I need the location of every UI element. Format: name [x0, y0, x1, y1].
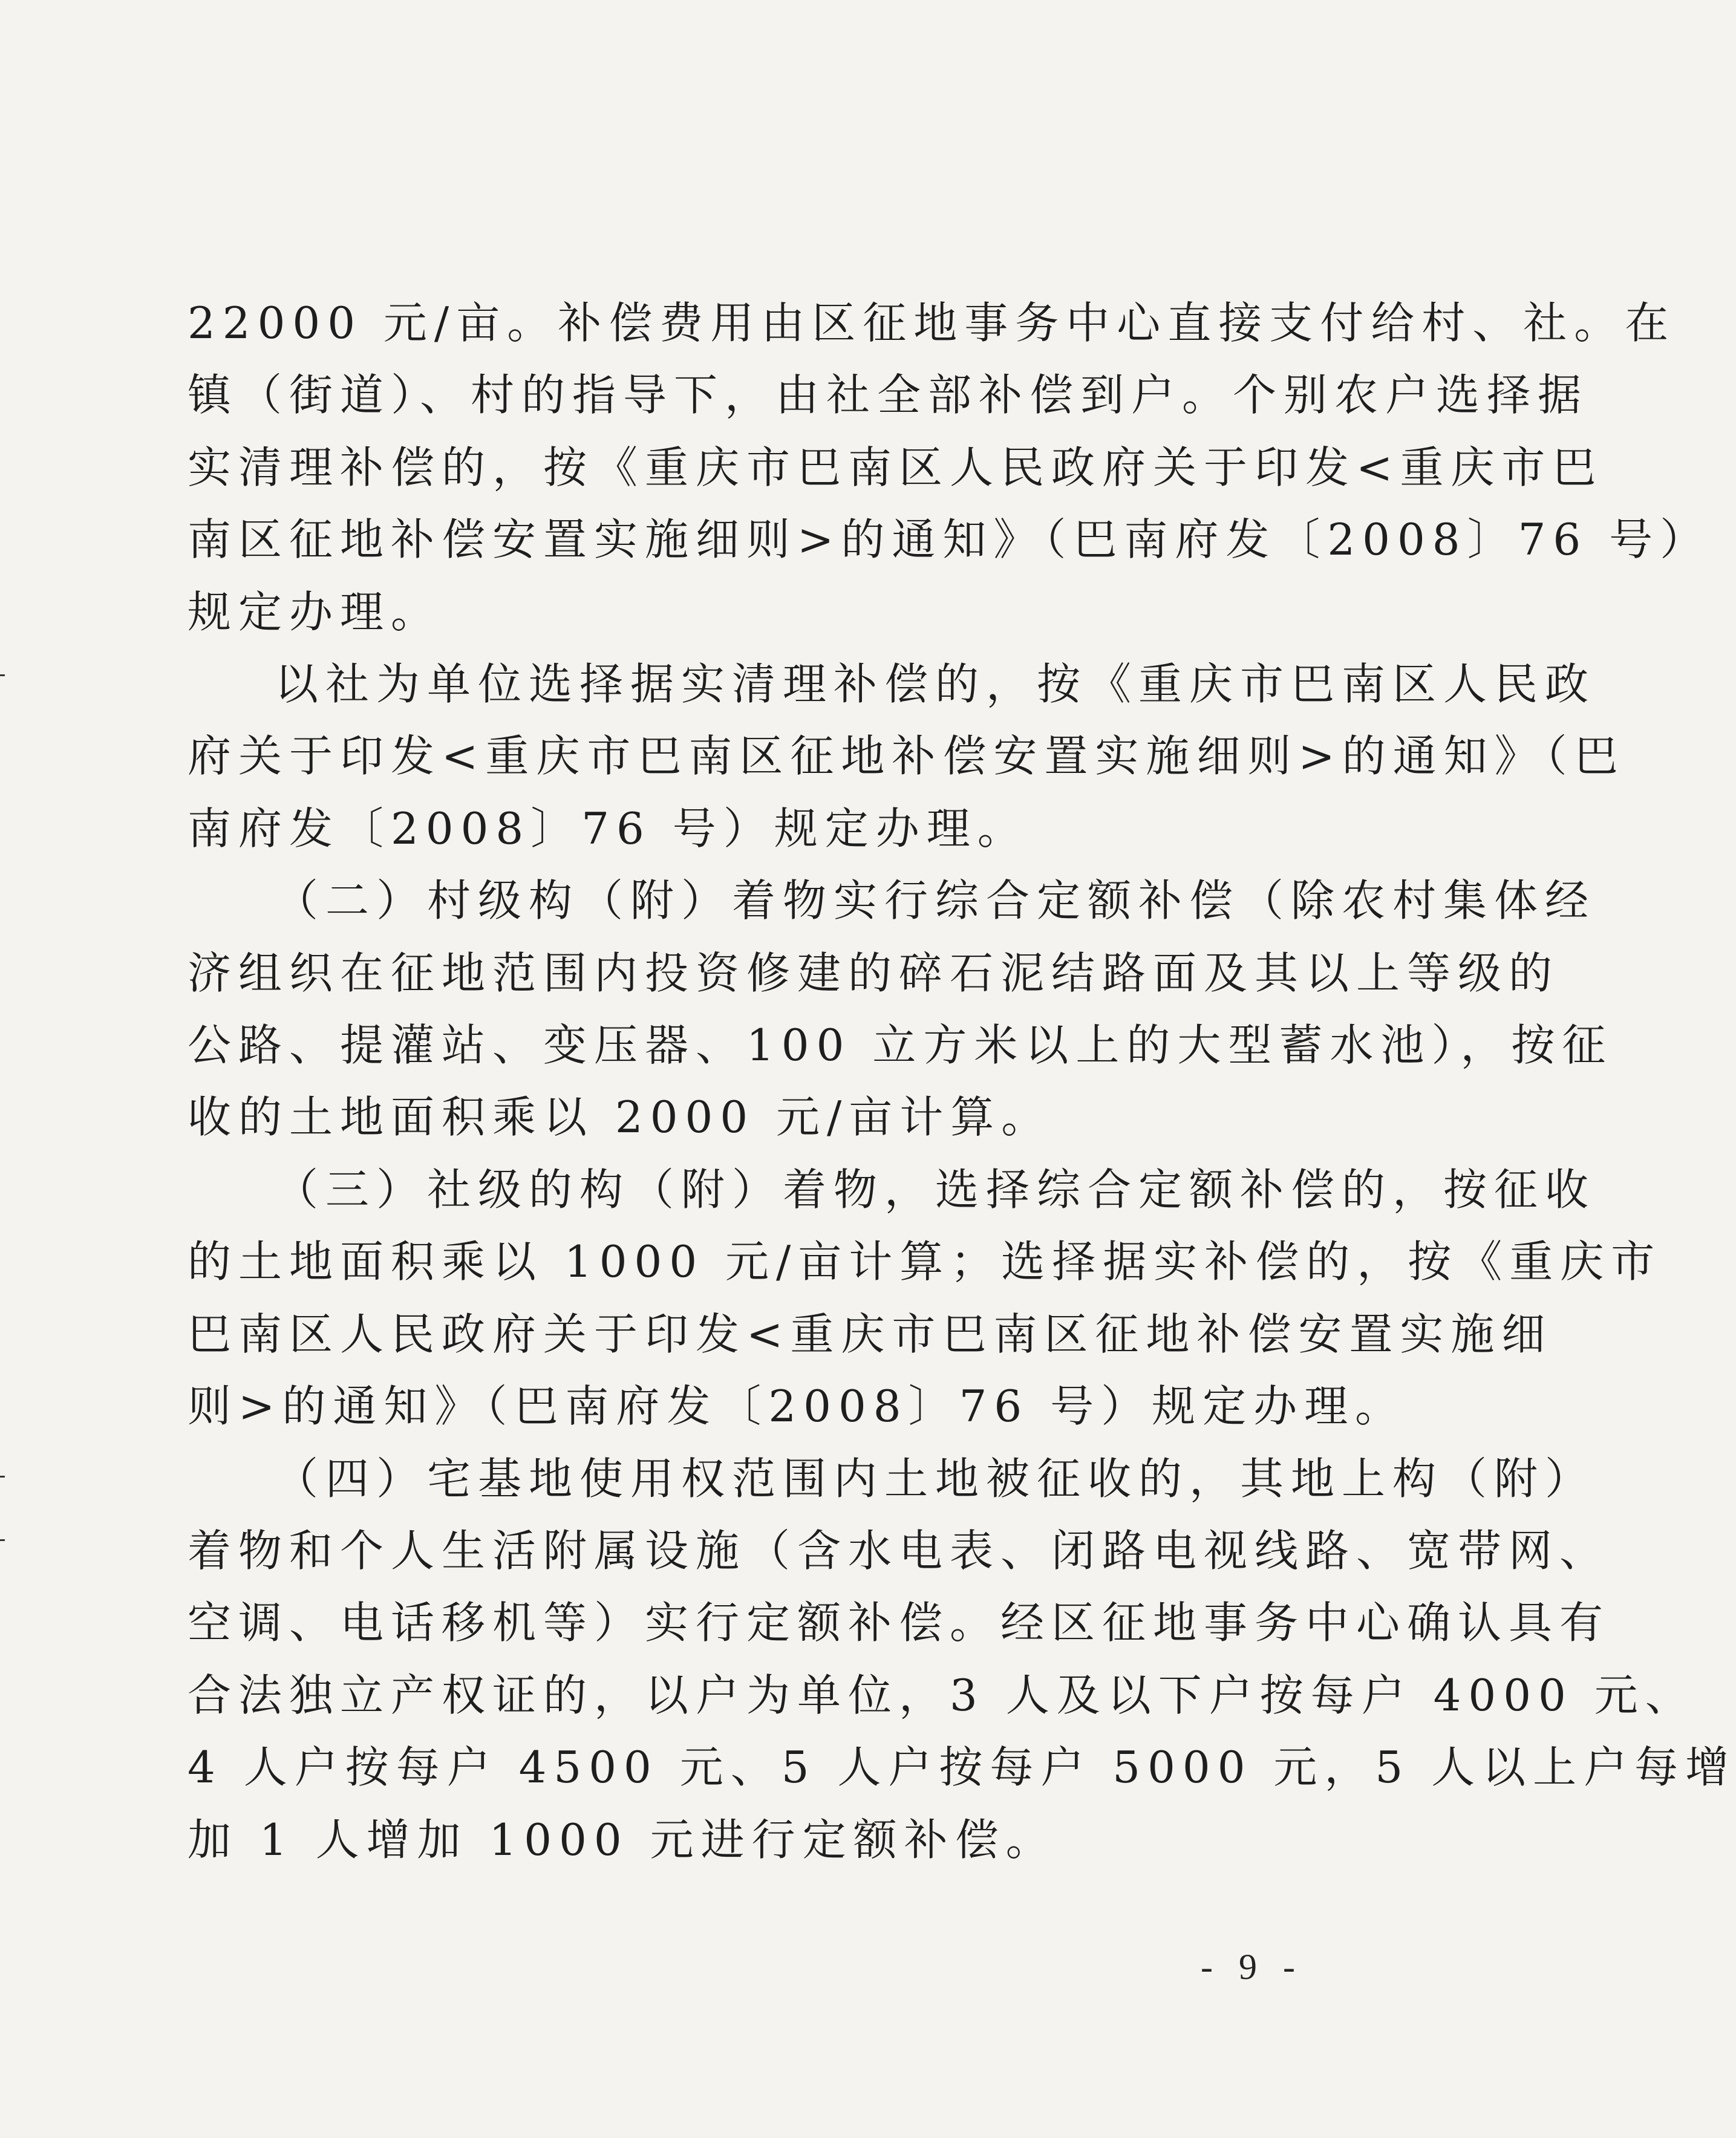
text-line: 南区征地补偿安置实施细则>的通知》（巴南府发〔2008〕76 号） — [188, 514, 1711, 565]
text-line: 则>的通知》（巴南府发〔2008〕76 号）规定办理。 — [188, 1381, 1406, 1432]
text-line: 以社为单位选择据实清理补偿的，按《重庆市巴南区人民政 — [275, 659, 1596, 710]
text-line: 巴南区人民政府关于印发<重庆市巴南区征地补偿安置实施细 — [188, 1308, 1553, 1360]
text-line: 22000 元/亩。补偿费用由区征地事务中心直接支付给村、社。在 — [188, 298, 1676, 348]
text-line: 府关于印发<重庆市巴南区征地补偿安置实施细则>的通知》（巴 — [188, 731, 1625, 782]
text-line: 实清理补偿的，按《重庆市巴南区人民政府关于印发<重庆市巴 — [188, 442, 1604, 493]
text-line: 规定办理。 — [188, 586, 442, 637]
text-line: 4 人户按每户 4500 元、5 人户按每户 5000 元，5 人以上户每增 — [188, 1742, 1736, 1793]
text-line: 南府发〔2008〕76 号）规定办理。 — [188, 803, 1028, 854]
paragraph-3 — [188, 865, 1613, 1154]
scan-edge-mark — [0, 1476, 5, 1478]
text-line: （三）社级的构（附）着物，选择综合定额补偿的，按征收 — [275, 1164, 1596, 1215]
text-line: 着物和个人生活附属设施（含水电表、闭路电视线路、宽带网、 — [188, 1525, 1611, 1576]
text-line: 收的土地面积乘以 2000 元/亩计算。 — [188, 1092, 1052, 1143]
body-text — [188, 287, 1736, 1876]
scan-edge-mark — [0, 1539, 5, 1541]
text-line: 镇（街道）、村的指导下，由社全部补偿到户。个别农户选择据 — [188, 370, 1589, 421]
scan-edge-mark — [0, 674, 5, 676]
text-line: 加 1 人增加 1000 元进行定额补偿。 — [188, 1814, 1057, 1865]
text-line: 的土地面积乘以 1000 元/亩计算；选择据实补偿的，按《重庆市 — [188, 1236, 1662, 1288]
page-number: - 9 - — [1201, 1947, 1304, 1987]
text-line: 济组织在征地范围内投资修建的碎石泥结路面及其以上等级的 — [188, 947, 1560, 999]
text-line: 合法独立产权证的，以户为单位，3 人及以下户按每户 4000 元、 — [188, 1669, 1696, 1721]
text-line: 空调、电话移机等）实行定额补偿。经区征地事务中心确认具有 — [188, 1597, 1611, 1649]
paragraph-2 — [188, 648, 1625, 865]
text-line: （四）宅基地使用权范围内土地被征收的，其地上构（附） — [275, 1453, 1596, 1504]
text-line: 公路、提灌站、变压器、100 立方米以上的大型蓄水池），按征 — [188, 1020, 1613, 1071]
paragraph-5 — [188, 1443, 1736, 1876]
text-line: （二）村级构（附）着物实行综合定额补偿（除农村集体经 — [275, 875, 1596, 927]
paragraph-4 — [188, 1154, 1662, 1443]
paragraph-1 — [188, 287, 1711, 648]
